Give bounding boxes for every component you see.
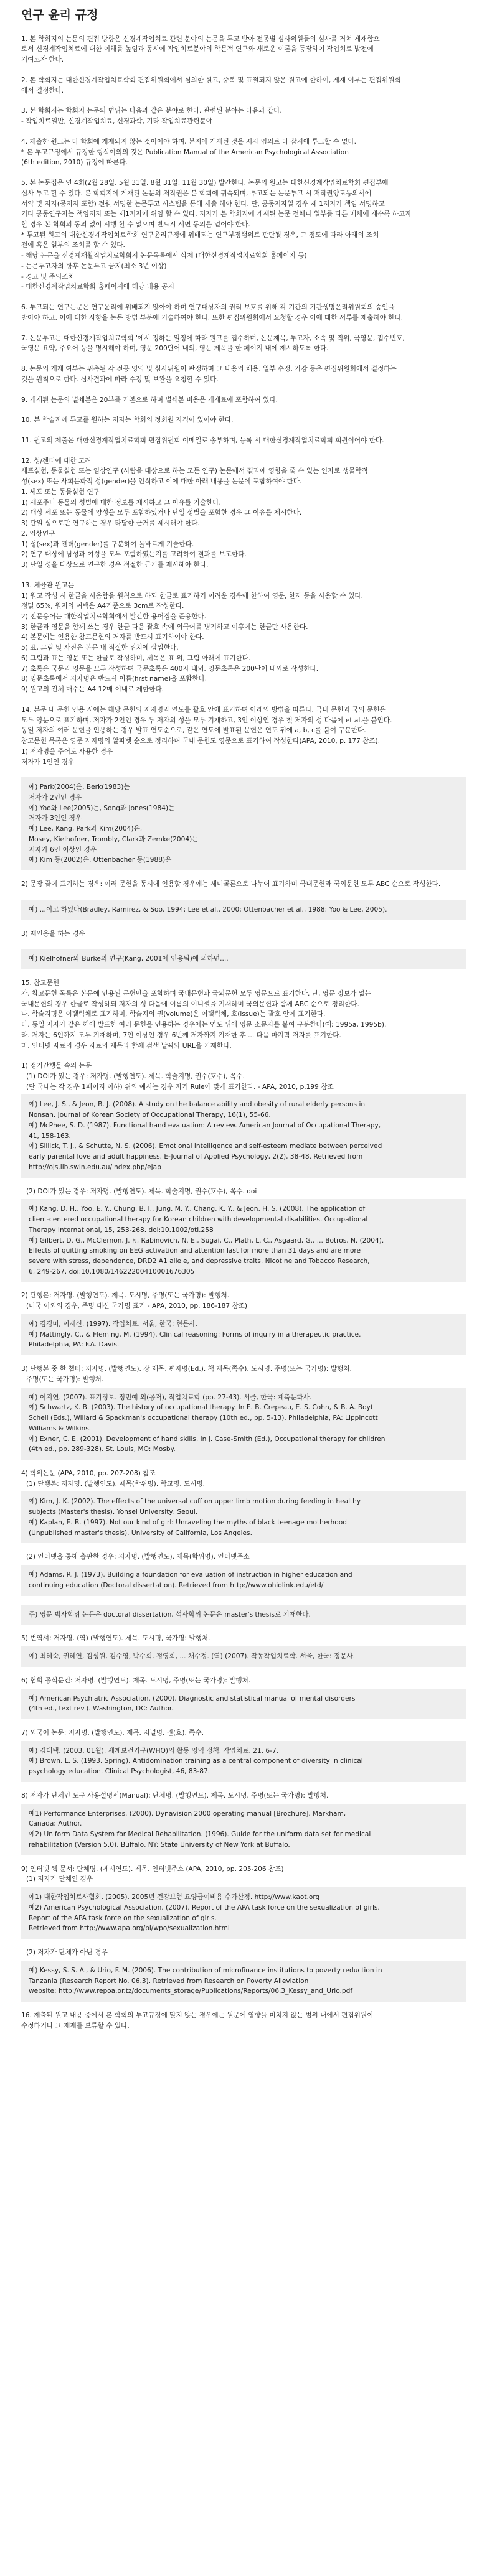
reference-example-line: 6, 249-267. doi:10.1080/14622200410001676305 [29, 1267, 195, 1276]
references-item-1a: (1) DOI가 있는 경우: 저자명. (발행연도). 제목. 학술지명, 권수(호수), 쪽수. [26, 1072, 245, 1080]
references-item-2-note: (미국 이외의 경우, 주명 대신 국가명 표기 - APA, 2010, pp. 186-187 참조) [26, 1302, 248, 1310]
reference-example-line: 예) Kim, J. K. (2002). The effects of the universal cuff on upper limb motion during feeding in healthy [29, 1498, 361, 1506]
regulation-paragraph [21, 106, 466, 126]
final-paragraph [21, 2010, 466, 2031]
references-item-1: 1) 정기간행물 속의 논문 [21, 1062, 92, 1070]
reference-example-line: continuing education (Doctoral dissertation). Retrieved from http://www.ohiolink.edu/etd/ [29, 1581, 324, 1589]
reference-example-line: Therapy International, 15, 253-268. doi:10.1002/oti.258 [29, 1226, 214, 1234]
references-intro-line: 다. 동일 저자가 같은 해에 발표한 여러 문헌을 인용하는 경우에는 연도 뒤에 영문 소문자를 붙여 구분한다(예: 1995a, 1995b). [21, 1021, 387, 1029]
regulation-paragraph [21, 415, 466, 426]
reference-example-line: Canada: Author. [29, 1820, 82, 1828]
paragraph-line: 모두 영문으로 표기하며, 저자가 2인인 경우 두 저자의 성을 모두 기재하고, 3인 이상인 경우 첫 저자의 성 다음에 et al.을 붙인다. [21, 716, 392, 724]
reference-example-line: rehabilitation (Version 5.0). Buffalo, NY: State University of New York at Buffalo. [29, 1841, 290, 1849]
paragraph-line: 7) 초록은 국문과 영문을 모두 작성하며 국문초록은 400자 내외, 영문초록은 200단어 내외로 작성한다. [21, 665, 319, 673]
paragraph-line: 7. 논문투고는 대한신경계작업치료학회 '에서 정하는 일정에 따라 원고를 접수하며, 논문제목, 투고자, 소속 및 직위, 국영문, 접수번호, [21, 334, 405, 342]
paragraph-line: 세포실험, 동물실험 또는 임상연구 (사람을 대상으로 하는 모든 연구) 논문에서 결과에 영향을 줄 수 있는 인자로 생물학적 [21, 467, 368, 475]
reference-example-box-1b [21, 1199, 466, 1282]
regulation-paragraph [21, 334, 466, 354]
paragraph-line: - 작업치료일반, 신경계작업치료, 신경과학, 기타 작업치료관련분야 [21, 118, 213, 126]
references-item-3-note: 주명(또는 국가명): 발행처. [26, 1375, 104, 1383]
reference-example-line: 예) Mattingly, C., & Fleming, M. (1994). Clinical reasoning: Forms of inquiry in a therapeutic practice. [29, 1330, 361, 1338]
paragraph-line: 13. 체율관 원고는 [21, 581, 74, 589]
reference-example-line: Tanzania (Research Report No. 06.3). Retrieved from Research on Poverty Alleviation [29, 1977, 309, 1985]
paragraph-line: * 투고된 원고의 대한신경계작업치료학회 연구윤리규정에 위배되는 연구부정행위로 판단될 경우, 그 정도에 따라 아래의 조치 [21, 231, 379, 239]
paragraph-line: 8) 영문초록에서 저자명은 반드시 이름(first name)을 포함한다. [21, 675, 207, 683]
paragraph-line: 전에 혹은 일부의 조치를 할 수 있다. [21, 241, 125, 250]
paragraph-line: 2) 대상 세포 또는 동물에 양성을 모두 포함하였거나 단일 성별을 포함한 경우 그 이유를 제시한다. [21, 509, 302, 517]
paragraph-line: 할 경우 본 학회의 동의 없이 시행 할 수 없으며 반드시 서면 동의를 얻어야 한다. [21, 220, 250, 228]
paragraph-line: 서약 및 저자(공저자 포함) 전원 서명한 논문투고 시스템을 통해 제출 해야 한다. 단, 공동저자일 경우 제 1저자가 책임 서명하고 [21, 200, 385, 208]
paragraph-line: 성(sex) 또는 사회문화적 성(gender)을 인식하고 이에 대한 아래 내용을 논문에 포함하여야 한다. [21, 478, 302, 486]
reference-example-line: subjects (Master's thesis). Yonsei University, Seoul. [29, 1508, 198, 1516]
reference-example-line: 예) Brown, L. S. (1993, Spring). Antidomination training as a central component of diversity in clinical [29, 1757, 363, 1765]
reference-example-line: 예) Kaplan, E. B. (1997). Not our kind of girl: Unraveling the myths of black teenage motherhood [29, 1518, 347, 1526]
reference-example-line: 예) Kessy, S. S. A., & Urio, F. M. (2006). The contribution of microfinance institutions to poverty reduction in [29, 1966, 382, 1974]
reference-example-line: Williams & Wilkins. [29, 1424, 92, 1432]
citation-example-line: 예) Lee, Kang, Park과 Kim(2004)은, [29, 825, 143, 833]
citation-example-box-c [21, 949, 466, 969]
reference-example-line: Retrieved from http://www.apa.org/pi/wpo/sexualization.html [29, 1925, 230, 1933]
reference-example-line: client-centered occupational therapy for Korean children with developmental disabilities. Occupational [29, 1216, 368, 1224]
paragraph-line: 참고문헌 목록은 영문 저자명의 알파벳 순으로 정리하며 국내 문헌도 영문으로 표기하여 작성한다(APA, 2010, p. 177 참조). [21, 737, 381, 745]
paragraph-line: 기여코자 한다. [21, 56, 64, 64]
reference-example-line: 예) Adams, R. J. (1973). Building a foundation for evaluation of instruction in higher education and [29, 1571, 352, 1579]
paragraph-line: 3) 단일 성으로만 연구하는 경우 타당한 근거를 제시해야 한다. [21, 520, 200, 528]
citation-example-box-b [21, 900, 466, 920]
citation-example-box-a [21, 777, 466, 870]
paragraph-line: 동일 저자의 여러 문헌을 인용하는 경우 발표 연도순으로, 같은 연도에 발표된 문헌은 연도 뒤에 a, b, c를 붙여 구분한다. [21, 727, 366, 735]
paragraph-line: 6. 투고되는 연구논문은 연구윤리에 위배되지 않아야 하며 연구대상자의 권리 보호를 위해 각 기관의 기관생명윤리위원회의 승인을 [21, 304, 395, 312]
reference-example-line: Nonsan. Journal of Korean Society of Occupational Therapy, 16(1), 55-66. [29, 1111, 271, 1119]
references-heading: 15. 참고문헌 [21, 979, 60, 987]
reference-example-line: 예) Sillick, T. J., & Schutte, N. S. (2006). Emotional intelligence and self-esteem mediate between perceived [29, 1142, 382, 1150]
citation-example: 예) ...이고 하였다(Bradley, Ramirez, & Soo, 1994; Lee et al., 2000; Ottenbacher et al., 1988; Yoo & Lee, 2005). [29, 905, 387, 913]
paragraph-line: 2) 전문용어는 대한작업치료학회에서 발간한 용어집을 준용한다. [21, 613, 207, 620]
reference-example-box-9b [21, 1961, 466, 2002]
citation-example-line: 저자가 3인인 경우 [29, 814, 82, 823]
paragraph-line: 12. 성/젠더에 대한 고려 [21, 457, 92, 465]
references-intro-line: 가. 참고문헌 목록은 본문에 인용된 문헌만을 포함하며 국내문헌과 국외문헌 모두 영문으로 표기한다. 단, 영문 정보가 없는 [21, 989, 372, 997]
reference-example-line: 예) Kang, D. H., Yoo, E. Y., Chung, B. I., Jung, M. Y., Chang, K. Y., & Jeon, H. S. (2008). The application of [29, 1205, 366, 1213]
regulation-paragraphs [21, 34, 466, 768]
reference-example-box-6 [21, 1689, 466, 1719]
references-item-4: 4) 학위논문 (APA, 2010, pp. 207-208) 참조 [21, 1470, 156, 1477]
paragraph-line: (6th edition, 2010) 규정에 따른다. [21, 159, 128, 167]
reference-example-line: 예) 최혜숙, 권혜연, 김성원, 김수영, 박수희, 정영희, ... 채수정. (역) (2007). 작동작업치료학. 서울, 한국: 정문사. [29, 1653, 356, 1661]
regulation-paragraph [21, 75, 466, 96]
paragraph-line: 11. 원고의 제출은 대한신경계작업치료학회 편집위원회 이메일로 송부하며, 등록 시 대한신경계작업치료학회 회원이어야 한다. [21, 436, 384, 444]
paragraph-line: 1. 본 학회지의 논문의 편집 방향은 신경계작업치료 관련 분야의 논문을 투고 받아 전공별 심사위원들의 심사를 거쳐 게재함으 [21, 35, 380, 43]
reference-example-box-8 [21, 1804, 466, 1855]
references-item-6: 6) 협회 공식문건: 저자명. (발행연도). 제목. 도시명, 주명(또는 국가명): 발행처. [21, 1676, 251, 1684]
references-intro-line: 라. 저자는 6인까지 모두 기재하며, 7인 이상인 경우 6번째 저자까지 기재한 후 ... 다음 마지막 저자를 표기한다. [21, 1031, 341, 1039]
paragraph-line: 1) 성(sex)과 젠더(gender)를 구분하여 올바르게 기술한다. [21, 540, 194, 548]
references-intro [21, 989, 466, 1051]
reference-example-line: 예) 김대택. (2003, 01월). 세계보건기구(WHO)의 활동 영역 정책. 작업치료, 21, 6-7. [29, 1747, 279, 1755]
reference-example-box-7 [21, 1741, 466, 1782]
citation-example-line: 예) Kim 등(2002)은, Ottenbacher 등(1988)은 [29, 856, 172, 864]
paragraph-line: 로서 신경계작업치료에 대한 이해를 높임과 동시에 작업치료분야의 학문적 연구와 새로운 이론을 등장하여 작업치료 발전에 [21, 45, 374, 54]
reference-example-line: 예) 김경미, 이재신. (1997). 작업치료. 서울, 한국: 현문사. [29, 1320, 197, 1328]
reference-example-line: severe with stress, dependence, DRD2 A1 allele, and depressive traits. Nicotine and Tobacco Research, [29, 1257, 370, 1265]
citation-example-line: 예) Yoo와 Lee(2005)는, Song과 Jones(1984)는 [29, 804, 175, 812]
paragraph-line: 5) 표, 그림 및 사진은 본문 내 적절한 위치에 삽입한다. [21, 644, 179, 652]
citation-example-line: 저자가 6인 이상인 경우 [29, 846, 97, 854]
citation-example: 예) Kielhofner와 Burke의 연구(Kang, 2001에 인용됨)에 의하면.... [29, 955, 229, 963]
reference-example-line: 예) Schwartz, K. B. (2003). The history of occupational therapy. In E. B. Crepeau, E. S. Cohn, & B. A. Boyt [29, 1404, 374, 1412]
regulation-paragraph [21, 395, 466, 406]
reference-example-line: 예) Gilbert, D. G., McClernon, J. F., Rabinovich, N. E., Sugai, C., Plath, L. C., Asgaard, G., ... Botros, N. (2004). [29, 1236, 384, 1244]
references-item-9b: (2) 저자가 단체가 아닌 경우 [26, 1949, 108, 1957]
reference-example-box-5 [21, 1646, 466, 1667]
paragraph-line: 4) 본문에는 인용한 참고문헌의 저자를 반드시 표기하여야 한다. [21, 633, 204, 642]
reference-example-line: (4th ed., pp. 289-328). St. Louis, MO: Mosby. [29, 1445, 176, 1454]
references-item-5: 5) 번역서: 저자명. (역) (발행연도). 제목. 도시명, 국가명: 발행처. [21, 1635, 210, 1643]
regulation-paragraph [21, 581, 466, 695]
paragraph-line: - 해당 논문을 신경계재활작업치료학회지 논문목록에서 삭제 (대한신경계작업치료학회 홈페이지 등) [21, 252, 307, 260]
paragraph-line: 3) 한글과 영문을 함께 쓰는 경우 한글 다음 괄호 속에 외국어를 병기하고 이후에는 한글만 사용한다. [21, 623, 308, 631]
reference-example-line: Schell (Eds.), Willard & Spackman's occupational therapy (10th ed., pp. 5-13). Philadelphia, PA: Lippincott [29, 1414, 378, 1422]
paragraph-line: 3) 단일 성을 대상으로 연구한 경우 적절한 근거를 제시해야 한다. [21, 561, 209, 569]
references-item-9: 9) 인터넷 웹 문서: 단체명. (게시연도). 제목. 인터넷주소 (APA, 2010, pp. 205-206 참조) [21, 1865, 284, 1873]
references-item-7: 7) 외국어 논문: 저자명. (발행연도). 제목. 저널명. 권(호), 쪽수. [21, 1729, 204, 1737]
paragraph-line: 받아야 하고, 이에 대한 사항을 논문 방법 부분에 기술하여야 한다. 또한 편집위원회에서 요청할 경우 이에 대한 서류를 제출해야 한다. [21, 314, 404, 322]
references-note-4c [21, 1605, 466, 1625]
paragraph-line: 1. 세포 또는 동물실험 연구 [21, 488, 100, 496]
citation-paragraph-2: 2) 문장 끝에 표기하는 경우: 여러 문헌을 동시에 인용할 경우에는 세미콜론으로 나누어 표기하며 국내문헌과 국외문헌 모두 ABC 순으로 작성한다. [21, 880, 441, 889]
regulation-paragraph [21, 705, 466, 767]
reference-example-line: (4th ed., text rev.). Washington, DC: Author. [29, 1705, 174, 1713]
paragraph-line: 6) 그림과 표는 영문 또는 한글로 작성하며, 제목은 표 위, 그림 아래에 표기한다. [21, 654, 251, 662]
reference-example-box-9a [21, 1887, 466, 1939]
paragraph-line: 국영문 요약, 주요어 등을 명시해야 하며, 영문 200단어 내외, 영문 제목을 한 페이지 내에 제시하도록 한다. [21, 345, 329, 353]
final-paragraph-line: 수정하거나 그 제재를 보류할 수 있다. [21, 2022, 130, 2030]
references-item-4a: (1) 단행본: 저자명. (발행연도). 제목(학위명). 학교명, 도시명. [26, 1480, 206, 1488]
regulation-paragraph [21, 137, 466, 168]
reference-example-line: 예) 이지연. (2007). 표기정보. 정민예 외(공저), 작업치료학 (pp. 27-43). 서울, 한국: 계축문화사. [29, 1393, 312, 1401]
paragraph-line: 기타 공동연구자는 책임저자 또는 제1저자에 위임 할 수 있다. 저자가 본 학회지에 게재된 논문 전체나 일부를 다른 매체에 재수록 하고자 [21, 210, 412, 218]
references-intro-line: 국내문헌의 경우 한글로 작성하되 저자의 성 다음에 이름의 이니셜을 기재하며 국외문헌과 함께 ABC 순으로 정리한다. [21, 1000, 359, 1008]
paragraph-line: 9) 원고의 전체 매수는 A4 12매 이내로 제한한다. [21, 686, 164, 694]
reference-example-line: Effects of quitting smoking on EEG activation and attention last for more than 31 days and are more [29, 1247, 361, 1255]
paragraph-line: 2) 연구 대상에 남성과 여성을 모두 포함하였는지를 고려하여 결과를 보고한다. [21, 551, 247, 559]
reference-example-line: 예) Lee, J. S., & Jeon, B. J. (2008). A study on the balance ability and obesity of rural elderly persons in [29, 1101, 366, 1109]
paragraph-line: - 경고 및 주의조치 [21, 273, 75, 281]
paragraph-line: - 대한신경계작업치료학회 홈페이지에 해당 내용 공지 [21, 283, 174, 291]
paragraph-line: 10. 본 학술지에 투고를 원하는 저자는 학회의 정회원 자격이 있어야 한다. [21, 416, 234, 424]
reference-example-box-3 [21, 1388, 466, 1460]
paragraph-line: 1) 저자명을 주어로 사용한 경우 [21, 747, 113, 755]
reference-example-line: Report of the APA task force on the sexualization of girls. [29, 1914, 217, 1922]
paragraph-line: 것을 원칙으로 한다. 심사결과에 따라 수정 및 보완을 요청할 수 있다. [21, 375, 219, 383]
reference-example-line: 41, 158-163. [29, 1132, 71, 1140]
paragraph-line: 1) 세포주나 동물의 성별에 대한 정보를 제시하고 그 이유를 기술한다. [21, 498, 221, 506]
regulation-paragraph [21, 178, 466, 292]
citation-paragraph-3: 3) 재인용을 하는 경우 [21, 930, 85, 938]
paragraph-line: 8. 논문의 게재 여부는 위촉된 각 전공 영역 및 심사위원이 판정하며 그 내용의 채용, 일부 수정, 가감 등은 편집위원회에서 결정하는 [21, 365, 397, 373]
paragraph-line: 5. 본 논문집은 연 4회(2월 28일, 5월 31일, 8월 31일, 11월 30일) 발간한다. 논문의 원고는 대한신경계작업치료학회 편집부에 [21, 179, 389, 187]
paragraph-line: 14. 본문 내 문헌 인용 시에는 해당 문헌의 저자명과 연도를 괄호 안에 표기하며 아래의 방법을 따른다. 국내 문헌과 국외 문헌은 [21, 706, 386, 714]
paragraph-line: 1) 원고 작성 시 한글을 사용함을 원칙으로 하되 한글로 표기하기 어려운 경우에 한하여 영문, 한자 등을 사용할 수 있다. [21, 592, 363, 600]
paragraph-line: 4. 제출한 원고는 타 학회에 게재되지 않는 것이어야 하며, 본지에 게재된 것을 저자 임의로 타 잡지에 투고할 수 없다. [21, 138, 356, 146]
regulation-paragraph [21, 364, 466, 385]
references-item-4b: (2) 인터넷을 통해 출판한 경우: 저자명. (발행연도). 제목(학위명). 인터넷주소 [26, 1553, 250, 1561]
reference-example-line: psychology education. Clinical Psychologist, 46, 83-87. [29, 1768, 210, 1776]
reference-example-box-2 [21, 1314, 466, 1355]
reference-example-line: 예1) 대한작업치료사협회. (2005). 2005년 건강보험 요양급여비용 수가산정. http://www.kaot.org [29, 1893, 320, 1902]
citation-example-line: 저자가 2인인 경우 [29, 794, 82, 802]
paragraph-line: 2. 본 학회지는 대한신경계작업치료학회 편집위원회에서 심의한 원고, 중복 및 표절되지 않은 원고에 한하여, 게재 여부는 편집위원회 [21, 76, 401, 84]
paragraph-line: 저자가 1인인 경우 [21, 758, 75, 766]
references-intro-line: 나. 학술지명은 이탤릭체로 표기하며, 학술지의 권(volume)은 이탤릭체, 호(issue)는 괄호 안에 표기한다. [21, 1010, 326, 1019]
note-text: 주) 영문 박사학위 논문은 doctoral dissertation, 석사학위 논문은 master's thesis로 기재한다. [29, 1610, 311, 1618]
paragraph-line: 에서 결정한다. [21, 86, 64, 95]
references-intro-line: 마. 인터넷 자료의 경우 자료의 제목과 함께 검색 날짜와 URL을 기재한다. [21, 1042, 232, 1050]
reference-example-box-4a [21, 1491, 466, 1543]
paragraph-line: 3. 본 학회지는 학회지 논문의 범위는 다음과 같은 분야로 한다. 관련된 분야는 다음과 같다. [21, 107, 282, 115]
citation-example-line: Mosey, Kielhofner, Trombly, Clark과 Zemke(2004)는 [29, 835, 199, 843]
paragraph-line: * 본 투고규정에서 규정한 형식이외의 것은 Publication Manual of the American Psychological Association [21, 148, 349, 156]
reference-example-line: 예1) Performance Enterprises. (2000). Dynavision 2000 operating manual [Brochure]. Markham, [29, 1809, 346, 1818]
reference-example-box-4b [21, 1565, 466, 1595]
reference-example-line: Philadelphia, PA: F.A. Davis. [29, 1341, 120, 1349]
references-item-2: 2) 단행본: 저자명. (발행연도). 제목. 도시명, 주명(또는 국가명): 발행처. [21, 1292, 230, 1300]
paragraph-line: 9. 게재된 논문의 별쇄본은 20부를 기본으로 하며 별쇄본 비용은 게재료에 포함하여 있다. [21, 396, 278, 404]
reference-example-line: http://ojs.lib.swin.edu.au/index.php/ejap [29, 1163, 161, 1171]
reference-example-line: 예2) American Psychological Association. (2007). Report of the APA task force on the sexualization of girls. [29, 1903, 380, 1911]
paragraph-line: 정밀 65%, 원지의 여백은 A4기준으로 3cm로 작성한다. [21, 602, 184, 610]
references-item-1a-note: (단 국내는 각 경우 1페이지 이하) 위의 예시는 경우 자기 Rule에 맞게 표기한다. - APA, 2010, p.199 참조 [26, 1083, 334, 1091]
reference-example-line: 예) American Psychiatric Association. (2000). Diagnostic and statistical manual of mental disorders [29, 1694, 356, 1702]
regulation-paragraph [21, 34, 466, 65]
references-item-1b: (2) DOI가 있는 경우: 저자명. (발행연도). 제목. 학술지명, 권수(호수), 쪽수. doi [26, 1187, 257, 1195]
paragraph-line: - 논문투고자의 향후 논문투고 금지(최소 3년 이상) [21, 262, 167, 270]
final-paragraph-line: 16. 제출된 원고 내용 중에서 본 학회의 투고규정에 맞지 않는 경우에는 원문에 영향을 미치지 않는 범위 내에서 편집위원이 [21, 2011, 374, 2019]
regulation-paragraph [21, 456, 466, 571]
references-item-8: 8) 저자가 단체인 도구 사용설명서(Manual): 단체명. (발행연도). 제목. 도시명, 주명(또는 국가명): 발행처. [21, 1791, 329, 1799]
references-item-9a: (1) 저자가 단체인 경우 [26, 1875, 93, 1883]
regulation-paragraph [21, 436, 466, 446]
references-item-3: 3) 단행본 중 한 챕터: 저자명. (발행연도). 장 제목. 편자명(Ed.), 책 제목(쪽수). 도시명, 주명(또는 국가명): 발행처. [21, 1365, 352, 1373]
reference-example-line: early parental love and adult happiness. E-Journal of Applied Psychology, 2(2), 38-48. Retrieved from [29, 1153, 363, 1161]
citation-example-line: 예) Park(2004)은, Berk(1983)는 [29, 783, 130, 791]
paragraph-line: 2. 임상연구 [21, 530, 55, 538]
reference-example-line: (Unpublished master's thesis). University of California, Los Angeles. [29, 1529, 252, 1537]
reference-example-line: 예) Exner, C. E. (2001). Development of hand skills. In J. Case-Smith (Ed.), Occupational therapy for children [29, 1435, 385, 1443]
reference-example-line: website: http://www.repoa.or.tz/documents_storage/Publications/Reports/06.3_Kessy_and_Urio.pdf [29, 1987, 353, 1995]
reference-example-line: 예2) Uniform Data System for Medical Rehabilitation. (1996). Guide for the uniform data set for medical [29, 1831, 371, 1839]
regulation-paragraph [21, 302, 466, 323]
reference-example-line: 예) McPhee, S. D. (1987). Functional hand evaluation: A review. American Journal of Occupational Therapy, [29, 1121, 381, 1129]
reference-example-box-1a [21, 1094, 466, 1177]
paragraph-line: 심사 투고 할 수 있다. 본 학회지에 게재된 논문의 저작권은 본 학회에 귀속되며, 투고되는 논문투고 시 저작권양도동의서에 [21, 189, 372, 197]
page-title: 연구 윤리 규정 [21, 8, 98, 22]
